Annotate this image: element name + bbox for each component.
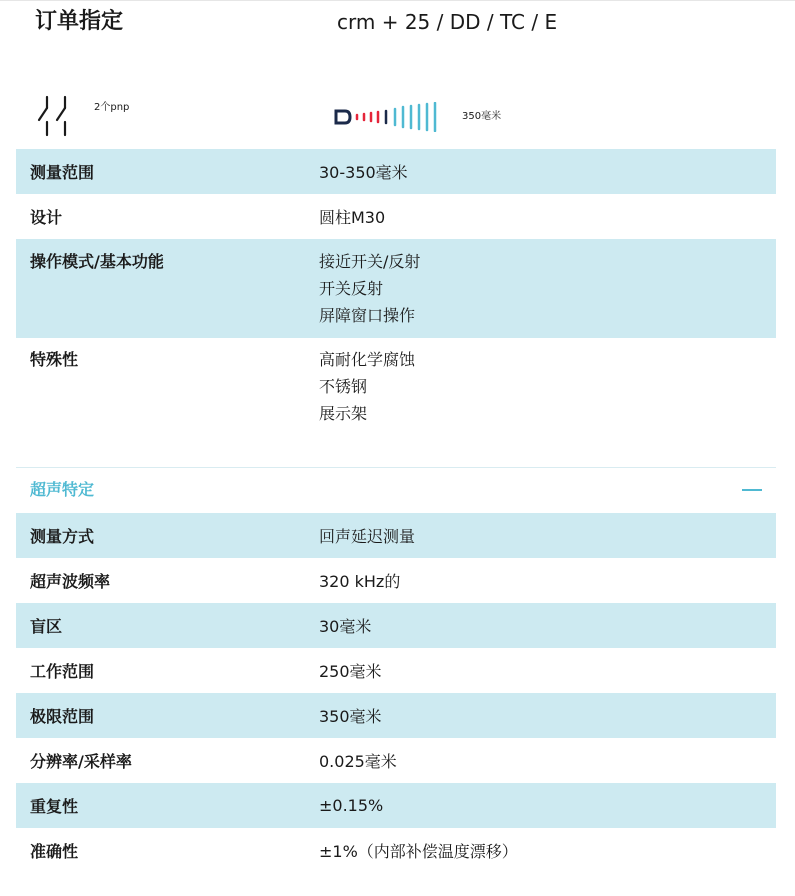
ultrasonic-spec-table [16, 513, 776, 873]
row-key-text: 特殊性 [30, 350, 79, 369]
collapse-icon[interactable] [742, 489, 762, 491]
row-value: 350毫米 [319, 707, 382, 726]
table-row [16, 828, 776, 873]
table-row [16, 648, 776, 693]
table-row [16, 149, 776, 194]
row-value: 30-350毫米 [319, 163, 408, 182]
table-row [16, 738, 776, 783]
row-value [319, 248, 776, 338]
table-row [16, 239, 776, 338]
section-divider [16, 467, 776, 468]
range-label: 350毫米 [462, 111, 502, 122]
output-type-label: 2个pnp [94, 102, 130, 113]
row-key: 极限范围 [30, 707, 95, 726]
row-key: 重复性 [30, 797, 79, 816]
row-key: 设计 [30, 208, 63, 227]
row-value-line: 展示架 [319, 404, 368, 423]
table-row [16, 603, 776, 648]
row-key: 超声波频率 [30, 572, 111, 591]
top-divider [0, 0, 795, 1]
two-switch-contacts-icon [37, 95, 75, 137]
table-row [16, 194, 776, 239]
row-value: 0.025毫米 [319, 752, 397, 771]
row-value: ±0.15% [319, 796, 384, 815]
row-key [16, 248, 319, 338]
row-value [319, 346, 776, 438]
row-value: 250毫米 [319, 662, 382, 681]
table-row [16, 783, 776, 828]
table-row [16, 693, 776, 738]
row-value: 30毫米 [319, 617, 372, 636]
table-row [16, 513, 776, 558]
row-value-line: 高耐化学腐蚀 [319, 350, 416, 369]
row-value: 320 kHz的 [319, 572, 401, 591]
row-key: 工作范围 [30, 662, 95, 681]
row-key: 测量范围 [30, 163, 95, 182]
row-key-text: 操作模式/基本功能 [30, 252, 164, 271]
order-spec-heading: 订单指定 [35, 9, 124, 34]
row-value: 回声延迟测量 [319, 527, 416, 546]
row-key [16, 346, 319, 438]
row-value-line: 接近开关/反射 [319, 252, 421, 271]
spec-table [16, 149, 776, 438]
row-value-line: 不锈钢 [319, 377, 368, 396]
row-key: 准确性 [30, 842, 79, 861]
table-row [16, 558, 776, 603]
ultrasonic-range-icon [334, 102, 446, 132]
table-row [16, 338, 776, 438]
row-value-line: 开关反射 [319, 279, 384, 298]
row-value: ±1%（内部补偿温度漂移） [319, 842, 518, 861]
row-value: 圆柱M30 [319, 208, 386, 227]
row-value-line: 屏障窗口操作 [319, 306, 416, 325]
row-key: 测量方式 [30, 527, 95, 546]
row-key: 分辨率/采样率 [30, 752, 132, 771]
ultrasonic-section-title[interactable]: 超声特定 [30, 480, 95, 499]
order-code: crm + 25 / DD / TC / E [337, 10, 558, 34]
row-key: 盲区 [30, 617, 63, 636]
